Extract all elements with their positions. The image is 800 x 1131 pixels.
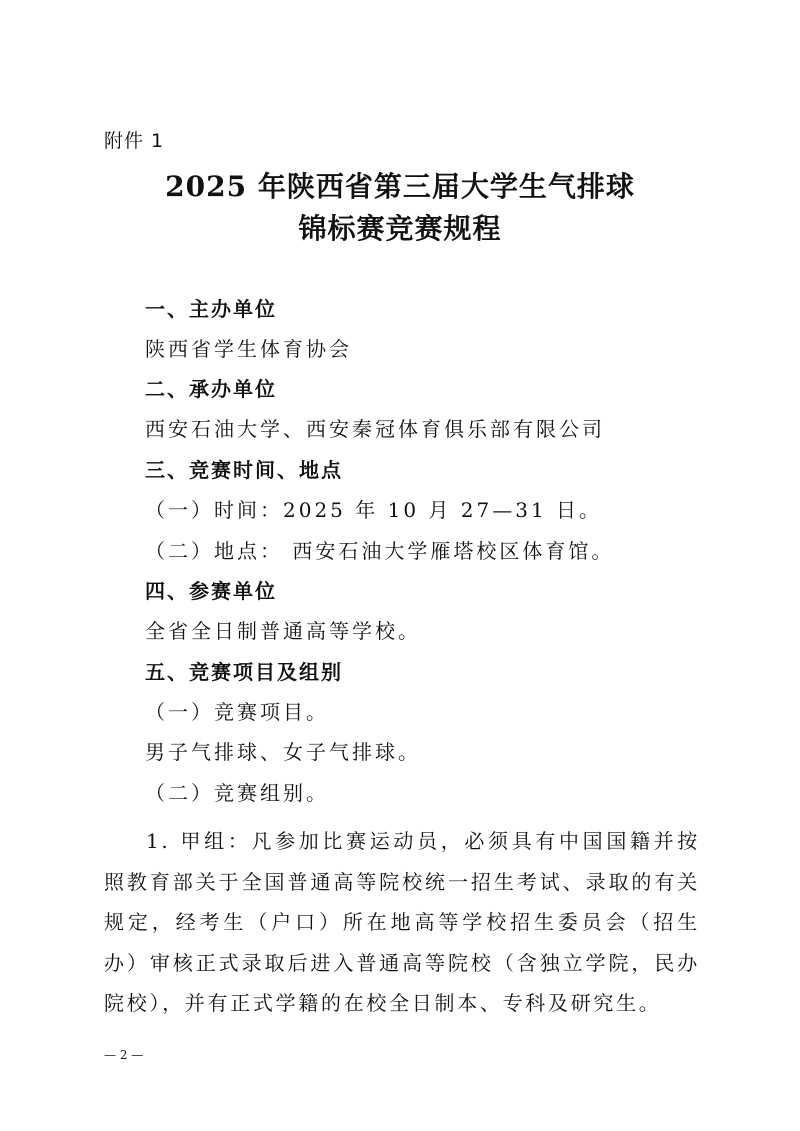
- section-heading-events-groups: 五、竞赛项目及组别: [145, 660, 343, 684]
- page-number: — 2 —: [104, 1048, 144, 1062]
- group-a-paragraph: 1. 甲组：凡参加比赛运动员，必须具有中国国籍并按照教育部关于全国普通高等院校统一招生考试、录取的有关规定，经考生（户口）所在地高等学校招生委员会（招生办）审核正式录取后进入普通高等院校（含独立学院，民办院校），并有正式学籍的在校全日制本、专科及研究生。: [104, 829, 700, 1015]
- host-text: 西安石油大学、西安秦冠体育俱乐部有限公司: [145, 417, 605, 441]
- events-subheading: （一）竞赛项目。: [145, 700, 329, 724]
- document-title-line-2: 锦标赛竞赛规程: [298, 212, 502, 245]
- attachment-label: 附件 1: [104, 130, 165, 152]
- section-heading-organizer: 一、主办单位: [145, 297, 277, 321]
- section-heading-participants: 四、参赛单位: [145, 579, 277, 603]
- document-title-line-1: 2025 年陕西省第三届大学生气排球: [165, 170, 635, 203]
- time-text: （一）时间：2025 年 10 月 27—31 日。: [145, 498, 603, 522]
- groups-subheading: （二）竞赛组别。: [145, 781, 329, 805]
- place-text: （二）地点： 西安石油大学雁塔校区体育馆。: [145, 539, 615, 563]
- organizer-text: 陕西省学生体育协会: [145, 337, 352, 361]
- section-heading-time-place: 三、竞赛时间、地点: [145, 458, 343, 482]
- section-heading-host: 二、承办单位: [145, 377, 277, 401]
- participants-text: 全省全日制普通高等学校。: [145, 619, 421, 643]
- events-text: 男子气排球、女子气排球。: [145, 740, 421, 764]
